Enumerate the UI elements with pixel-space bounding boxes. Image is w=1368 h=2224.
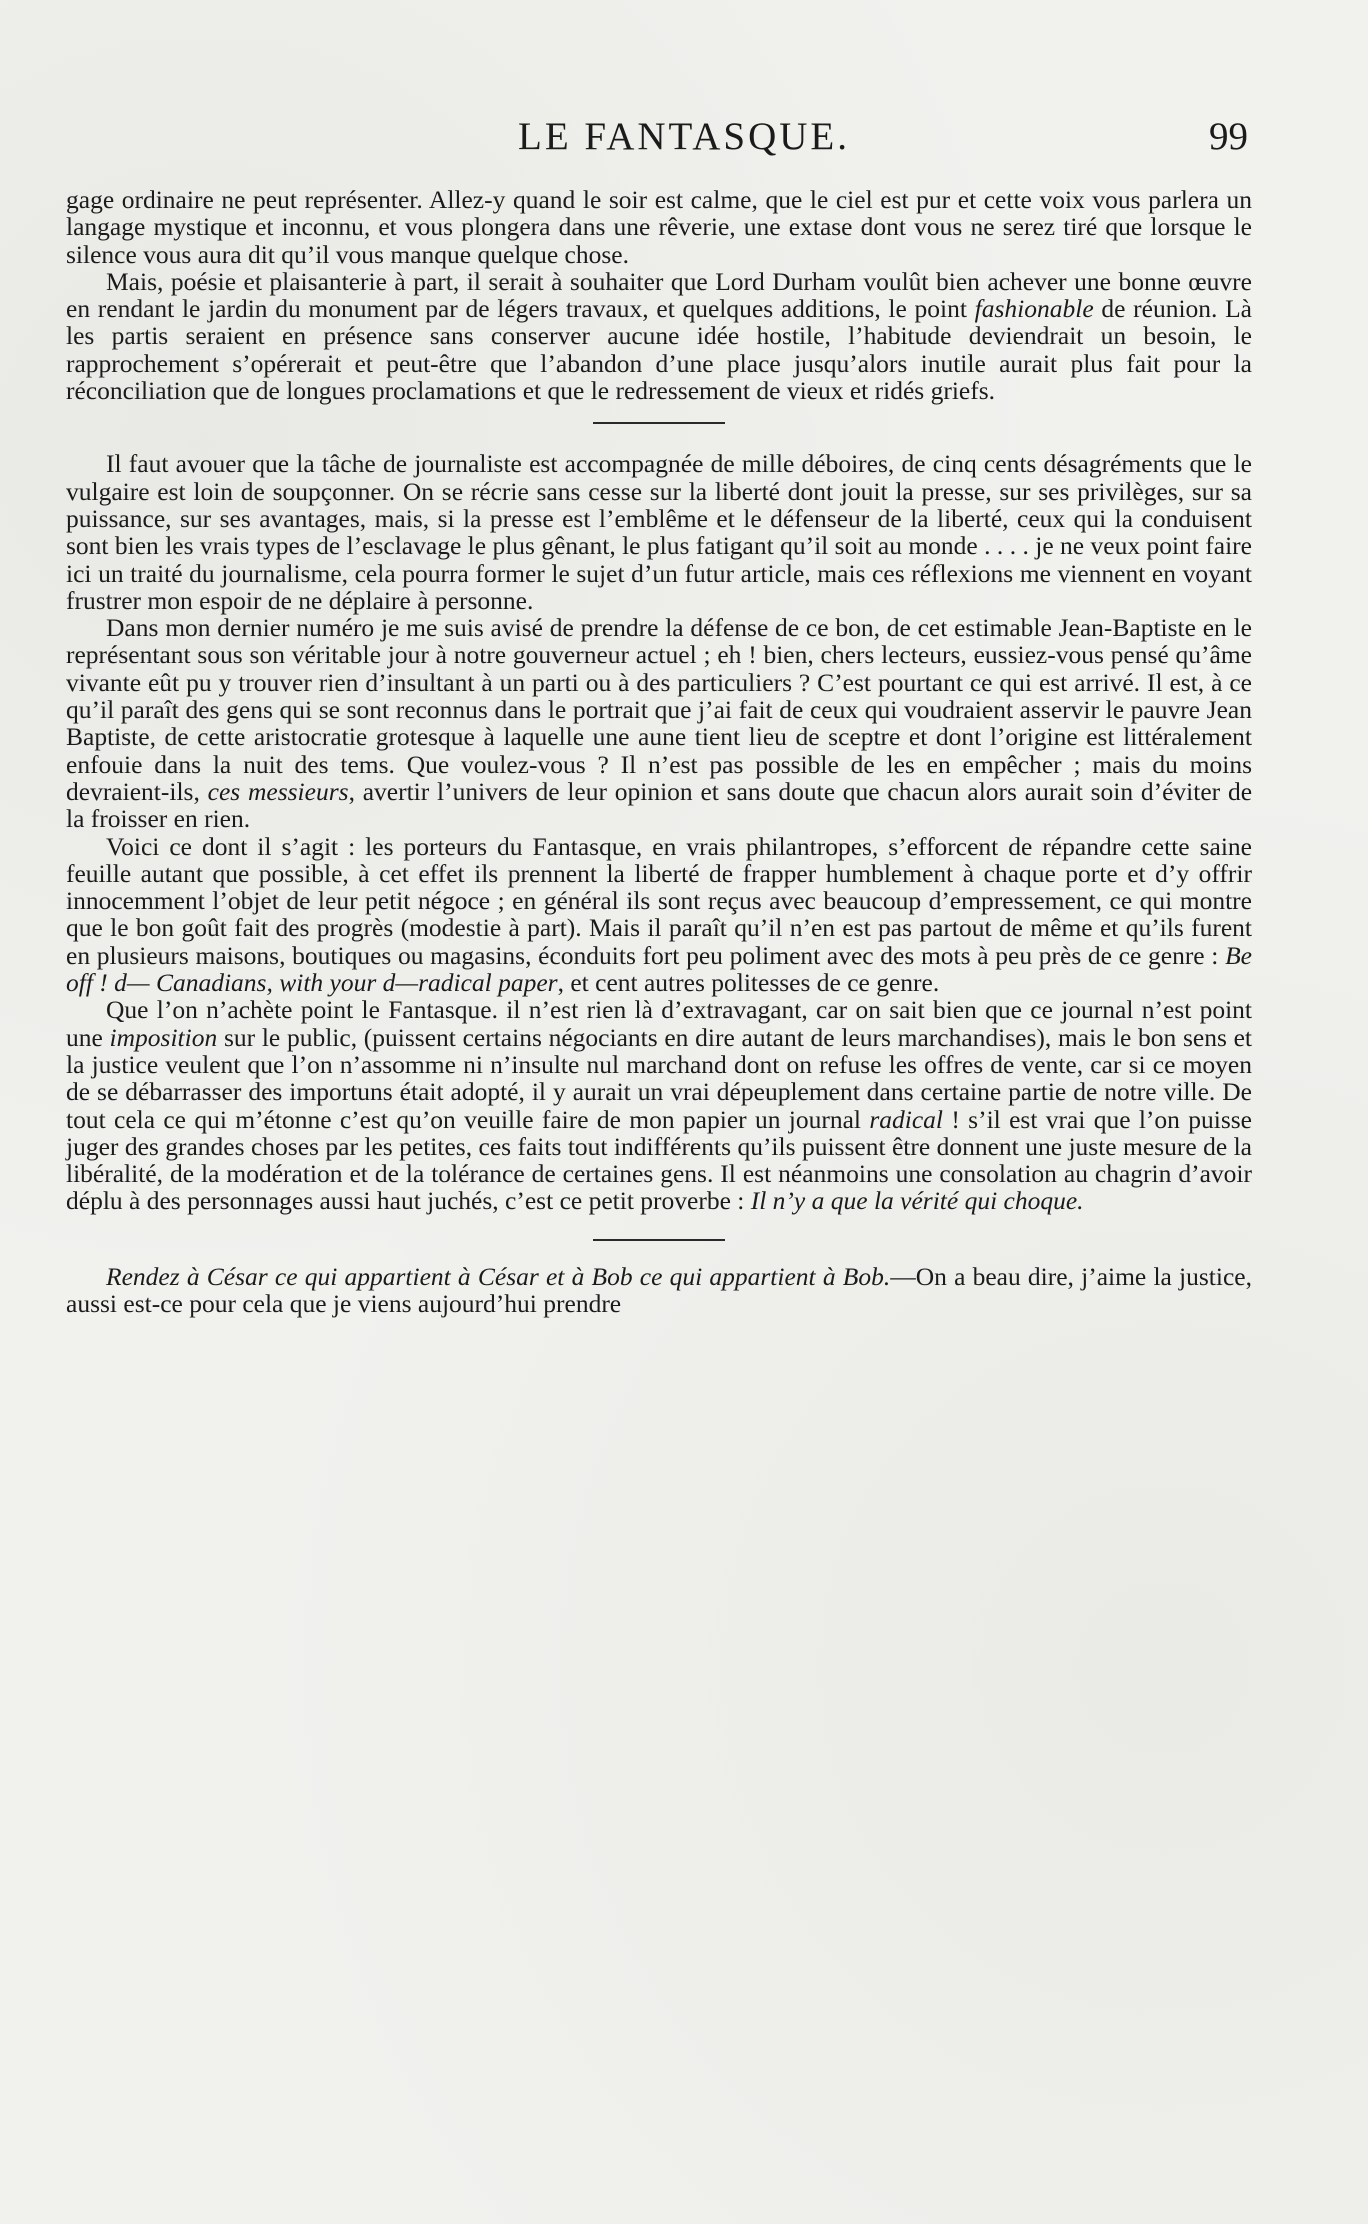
paragraph-7-italic: Rendez à César ce qui appartient à César et à Bob ce qui appartient à Bob. [106,1261,891,1291]
paragraph-1 [66,186,1252,268]
running-title: LE FANTASQUE. [518,115,850,158]
paragraph-6-italic-b: imposition [109,1022,218,1052]
paragraph-5-text-c: , et cent autres politesses de ce genre. [557,968,940,998]
paragraph-3-text: Il faut avouer que la tâche de journaliste est accompagnée de mille déboires, de cinq cents désagréments que le vulgaire est loin de soupçonner. On se récrie sans cesse sur la liberté dont jouit la presse, sur ses privilèges, sur sa puissance, sur ses avantages, mais, si la presse est l’emblême et le défenseur de la liberté, ceux qui la conduisent sont bien les vrais types de l’esclavage le plus gênant, le plus fatigant qu’il soit au monde . . . . je ne veux point faire ici un traité du journalisme, cela pourra former le sujet d’un futur article, mais ces réflexions me viennent en voyant frustrer mon espoir de ne déplaire à personne. [66,449,1252,615]
paragraph-6-text-c: sur le public, (puissent certains négociants en dire autant de leurs marchandises), mais le bon sens et la justice veulent que l’on n’assomme ni n’insulte nul marchand dont on refuse les offres de vente, car si ce moyen de se débarrasser des importuns était adopté, il y aurait un vrai dépeuplement dans certaine partie de notre ville. De tout cela ce qui m’étonne c’est qu’on veuille faire de mon papier un journal [66,1022,1252,1134]
paragraph-1-text: gage ordinaire ne peut représenter. Allez-y quand le soir est calme, que le ciel est pur et cette voix vous parlera un langage mystique et inconnu, et vous plongera dans une rêverie, une extase dont vous ne serez tiré que lorsque le silence vous aura dit qu’il vous manque quelque chose. [66,185,1252,269]
paragraph-4-italic: ces messieurs [207,776,349,806]
paragraph-2 [66,268,1252,404]
paragraph-2-text-a: Mais, poésie et plaisanterie à part, il serait à souhaiter que Lord Durham voulût bien achever une bonne œuvre en rendant le jardin du monument par de légers travaux, et quelques additions, le point [66,266,1252,324]
paragraph-3 [66,450,1252,614]
page-number: 99 [1209,115,1248,158]
paragraph-4 [66,614,1252,832]
paragraph-5-italic: Be off ! d— Canadians, with your d—radical paper [66,940,1252,998]
paragraph-4-text-c: , avertir l’univers de leur opinion et sans doute que chacun alors aurait soin d’éviter de la froisser en rien. [66,776,1253,834]
paragraph-5 [66,833,1252,997]
page-header [0,112,1368,162]
paragraph-5-text-a: Voici ce dont il s’agit : les porteurs du Fantasque, en vrais philantropes, s’efforcent de répandre cette saine feuille autant que possible, à cet effet ils prennent la liberté de frapper humblement à chaque porte et d’y offrir innocemment l’objet de leur petit négoce ; en général ils sont reçus avec beaucoup d’empressement, ce qui montre que le bon goût fait des progrès (modestie à part). Mais il paraît qu’il n’en est pas partout de même et qu’ils furent en plusieurs maisons, boutiques ou magasins, éconduits fort peu poliment avec des mots à peu près de ce genre : [66,831,1252,970]
paragraph-6-italic-d: radical [869,1104,944,1134]
section-divider-2 [593,1239,725,1241]
paragraph-2-italic: fashionable [974,294,1094,324]
paragraph-2-text-c: de réunion. Là les partis seraient en présence sans conserver aucune idée hostile, l’habitude deviendrait un besoin, le rapprochement s’opérerait et peut-être que l’abandon d’une place jusqu’alors inutile aurait plus fait pour la réconciliation que de longues proclamations et que le redressement de vieux et ridés griefs. [66,294,1253,406]
paragraph-6-italic-f: Il n’y a que la vérité qui choque. [750,1186,1084,1216]
paragraph-6 [66,996,1252,1214]
section-divider [593,422,725,424]
article-text [66,186,1252,1317]
paragraph-7 [66,1263,1252,1318]
paragraph-7-text-b: —On a beau dire, j’aime la justice, aussi est-ce pour cela que je viens aujourd’hui prendre [66,1261,1252,1318]
paragraph-6-text-e: ! s’il est vrai que l’on puisse juger des grandes choses par les petites, ces faits tout indifférents qu’ils puissent être donnent une juste mesure de la libéralité, de la modération et de la tolérance de certaines gens. Il est néanmoins une consolation au chagrin d’avoir déplu à des personnages aussi haut juchés, c’est ce petit proverbe : [66,1104,1252,1216]
paragraph-6-text-a: Que l’on n’achète point le Fantasque. il n’est rien là d’extravagant, car on sait bien que ce journal n’est point une [66,995,1252,1052]
paragraph-4-text-a: Dans mon dernier numéro je me suis avisé de prendre la défense de ce bon, de cet estimable Jean-Baptiste en le représentant sous son véritable jour à notre gouverneur actuel ; eh ! bien, chers lecteurs, eussiez-vous pensé qu’âme vivante eût pu y trouver rien d’insultant à un parti ou à des particuliers ? C’est pourtant ce qui est arrivé. Il est, à ce qu’il paraît des gens qui se sont reconnus dans le portrait que j’ai fait de ceux qui voudraient asservir le pauvre Jean Baptiste, de cette aristocratie grotesque à laquelle une aune tient lieu de sceptre et dont l’origine est littéralement enfouie dans la nuit des tems. Que voulez-vous ? Il n’est pas possible de les en empêcher ; mais du moins devraient-ils, [66,613,1252,806]
